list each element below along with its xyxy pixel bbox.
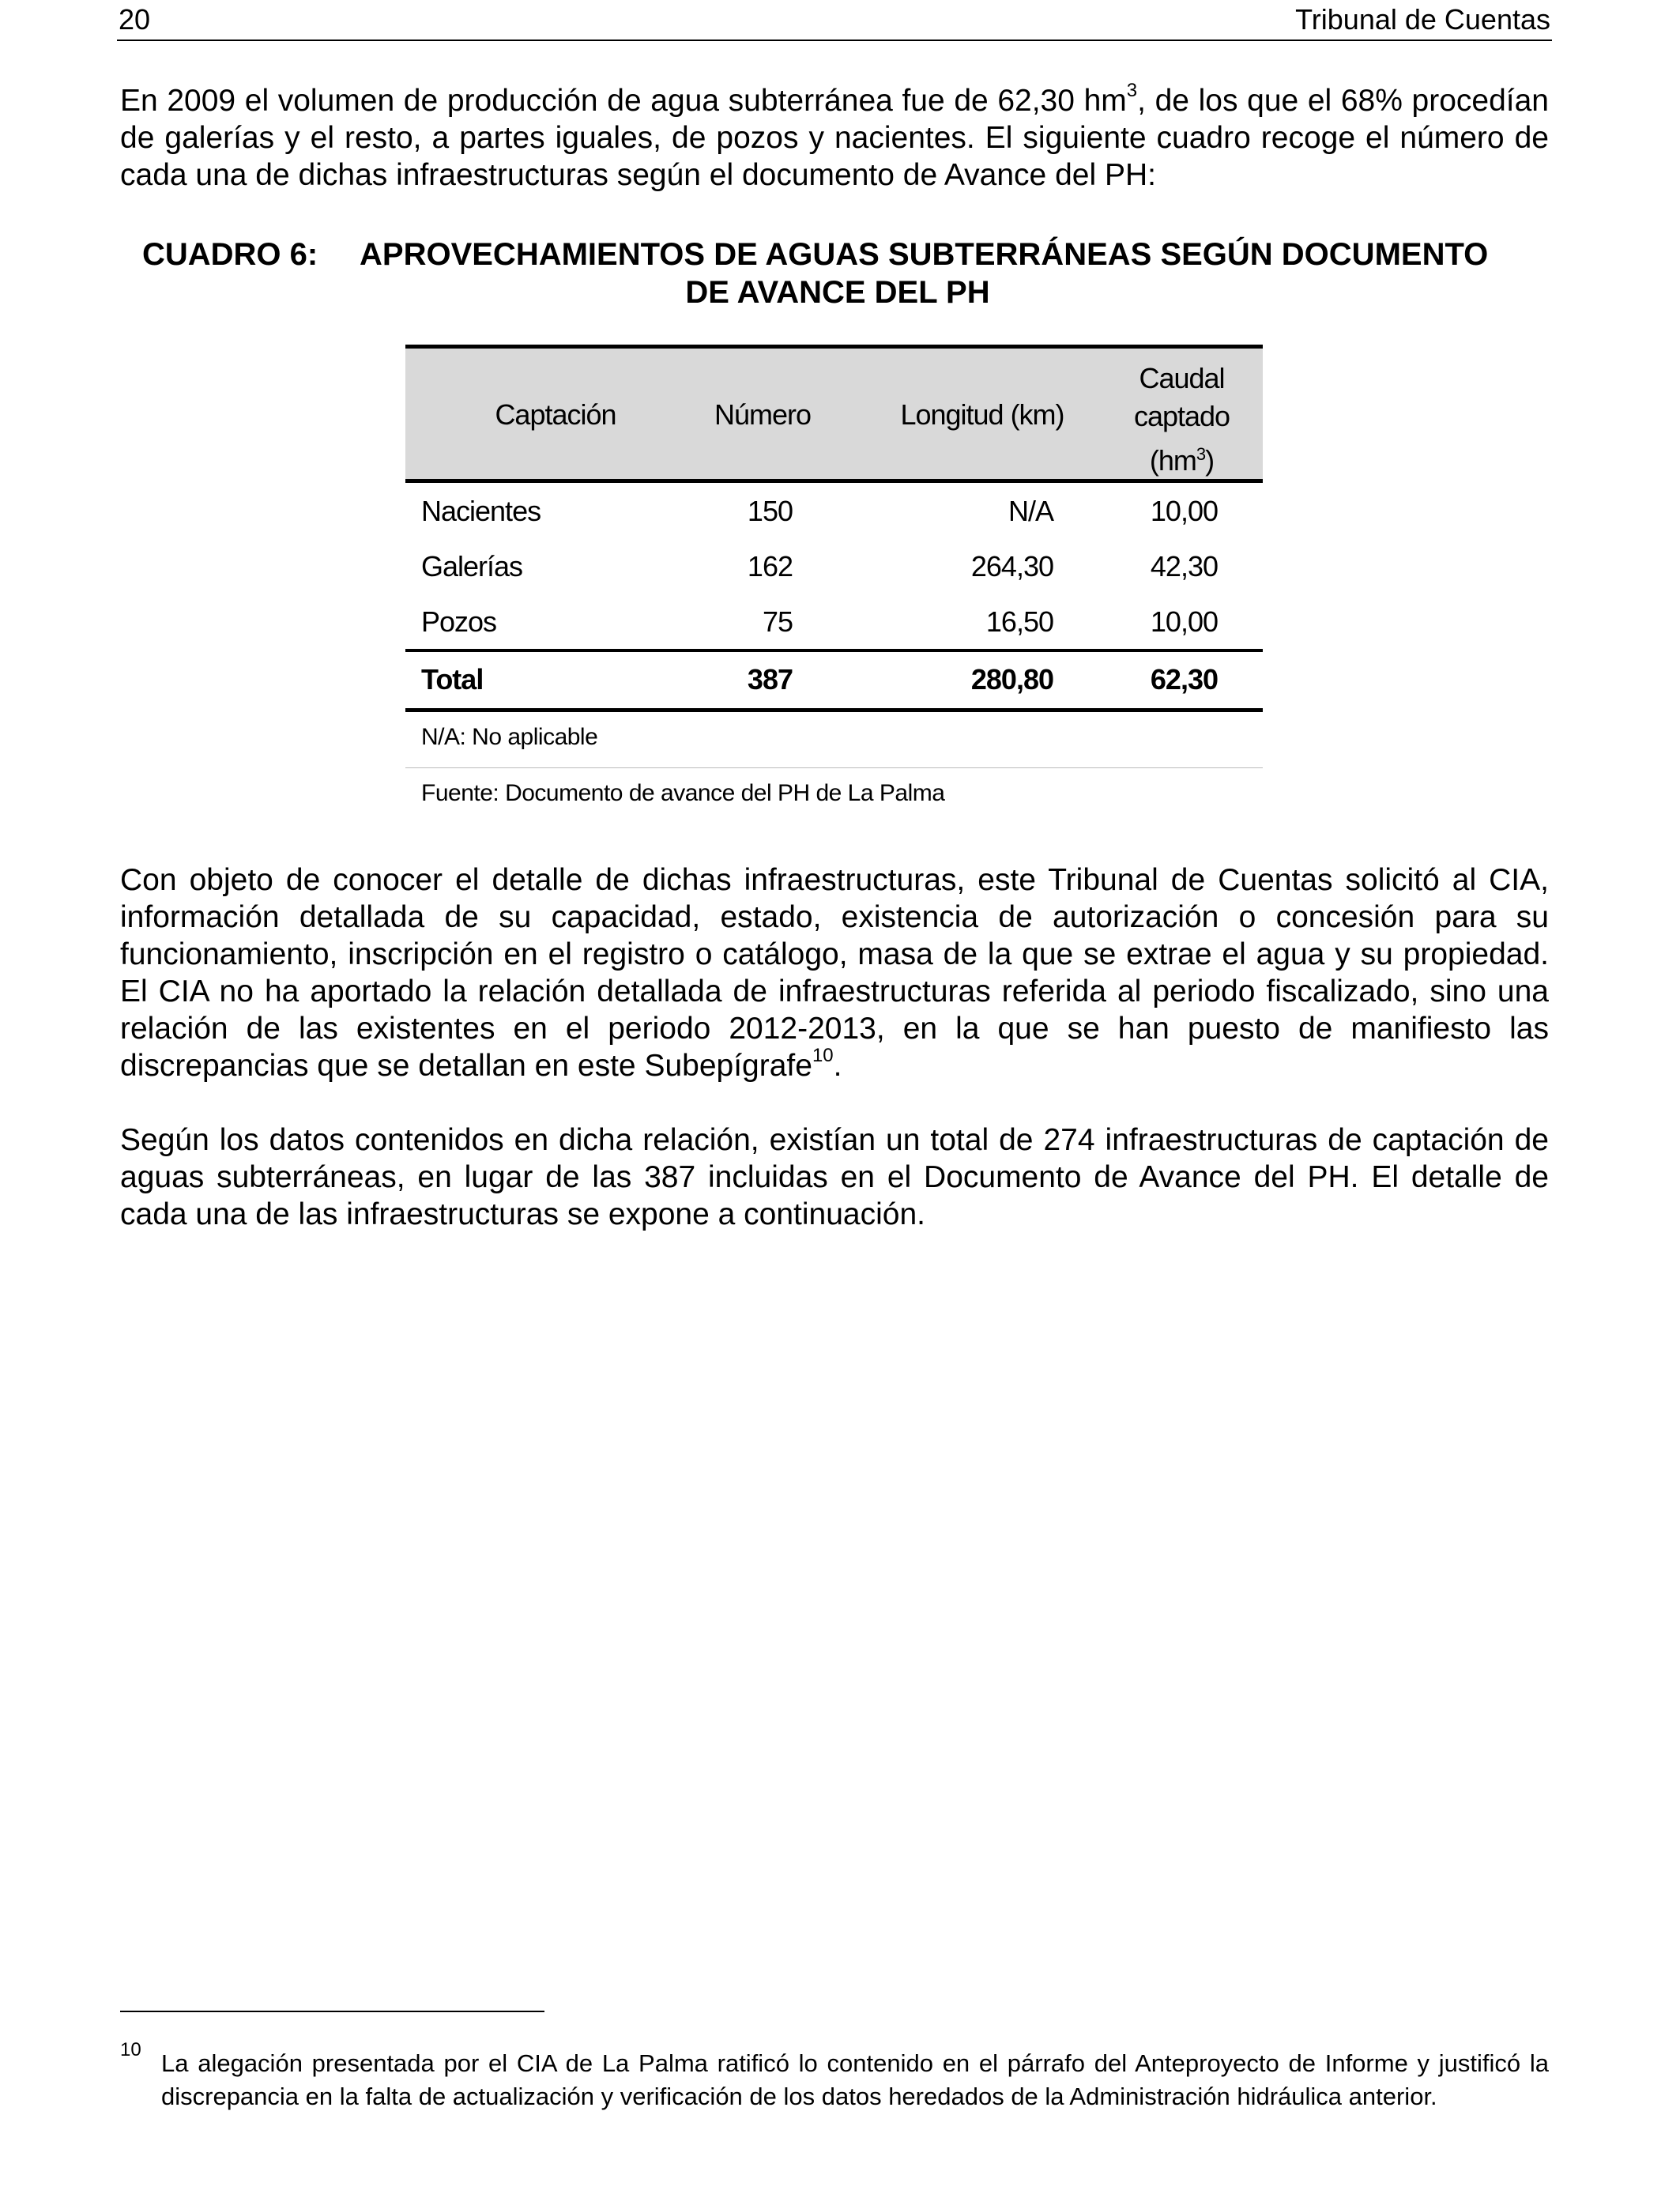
total-bottom-rule — [405, 708, 1263, 712]
intro-text-b: , de los que el 68% procedían de galerías y el resto, a partes iguales, de pozos y nacientes. El siguiente cuadro recoge el número de cada una de dichas infraestructuras según el documento de Avance del PH: — [120, 84, 1549, 192]
row3-captacion: Pozos — [421, 605, 497, 638]
row2-longitud: 264,30 — [970, 550, 1053, 582]
row2-captacion: Galerías — [421, 550, 523, 582]
caption-title-line1: APROVECHAMIENTOS DE AGUAS SUBTERRÁNEAS SEGÚN DOCUMENTO — [360, 237, 1489, 272]
total-longitud: 280,80 — [970, 663, 1053, 696]
table-header — [405, 345, 1263, 483]
header-numero: Número — [714, 398, 812, 431]
row2-numero: 162 — [747, 550, 793, 582]
row1-longitud: N/A — [1008, 495, 1053, 527]
intro-paragraph — [120, 82, 1549, 194]
page-header — [117, 0, 1552, 41]
superscript: 3 — [1126, 80, 1138, 101]
footnote-ref: 10 — [812, 1045, 834, 1066]
body-paragraph-2 — [120, 861, 1549, 1084]
total-captacion: Total — [421, 663, 484, 696]
footnote-text: La alegación presentada por el CIA de La Palma ratificó lo contenido en el párrafo del Anteproyecto de Informe y justificó la discrepancia en la falta de actualización y verificación de los datos heredados de la Administración hidráulica anterior. — [161, 2049, 1549, 2110]
row1-captacion: Nacientes — [421, 495, 541, 527]
header-captacion: Captación — [495, 398, 616, 431]
caption-title-line2: DE AVANCE DEL PH — [685, 275, 990, 310]
total-top-rule — [405, 649, 1263, 652]
row2-caudal: 42,30 — [1150, 550, 1218, 582]
footnote-number: 10 — [120, 2039, 141, 2060]
footnote-rule — [120, 2011, 544, 2012]
header-caudal-line2: captado — [1133, 400, 1230, 432]
total-caudal: 62,30 — [1150, 663, 1218, 696]
row3-numero: 75 — [762, 605, 793, 638]
header-caudal-line3 — [1109, 435, 1255, 480]
header-caudal-unit: (hm — [1149, 444, 1196, 477]
row1-numero: 150 — [747, 495, 793, 527]
header-caudal-sup: 3 — [1196, 444, 1206, 464]
table-source: Fuente: Documento de avance del PH de La Palma — [421, 780, 945, 806]
header-organization: Tribunal de Cuentas — [1295, 3, 1550, 36]
note-divider — [405, 767, 1263, 768]
header-caudal-line1: Caudal — [1139, 362, 1225, 394]
table-note: N/A: No aplicable — [421, 724, 598, 750]
total-numero: 387 — [747, 663, 793, 696]
paragraph2-text: Con objeto de conocer el detalle de dichas infraestructuras, este Tribunal de Cuentas solicitó al CIA, información detallada de su capacidad, estado, existencia de autorización o concesión para su funcionamiento, inscripción en el registro o catálogo, masa de la que se extrae el agua y su propiedad. El CIA no ha aportado la relación detallada de infraestructuras referida al periodo fiscalizado, sino una relación de las existentes en el periodo 2012-2013, en la que se han puesto de manifiesto las discrepancias que se detallan en este Subepígrafe — [120, 863, 1549, 1083]
row3-longitud: 16,50 — [985, 605, 1053, 638]
paragraph2-end: . — [833, 1049, 842, 1083]
page-number: 20 — [119, 3, 151, 36]
row1-caudal: 10,00 — [1150, 495, 1218, 527]
row3-caudal: 10,00 — [1150, 605, 1218, 638]
body-paragraph-3: Según los datos contenidos en dicha relación, existían un total de 274 infraestructuras de captación de aguas subterráneas, en lugar de las 387 incluidas en el Documento de Avance del PH. El detalle de cada una de las infraestructuras se expone a continuación. — [120, 1123, 1549, 1231]
intro-text-a: En 2009 el volumen de producción de agua subterránea fue de 62,30 hm — [120, 84, 1127, 118]
header-caudal — [1109, 360, 1255, 480]
header-longitud: Longitud (km) — [900, 398, 1064, 431]
header-caudal-close: ) — [1205, 444, 1215, 477]
caption-label: CUADRO 6: — [142, 237, 318, 272]
